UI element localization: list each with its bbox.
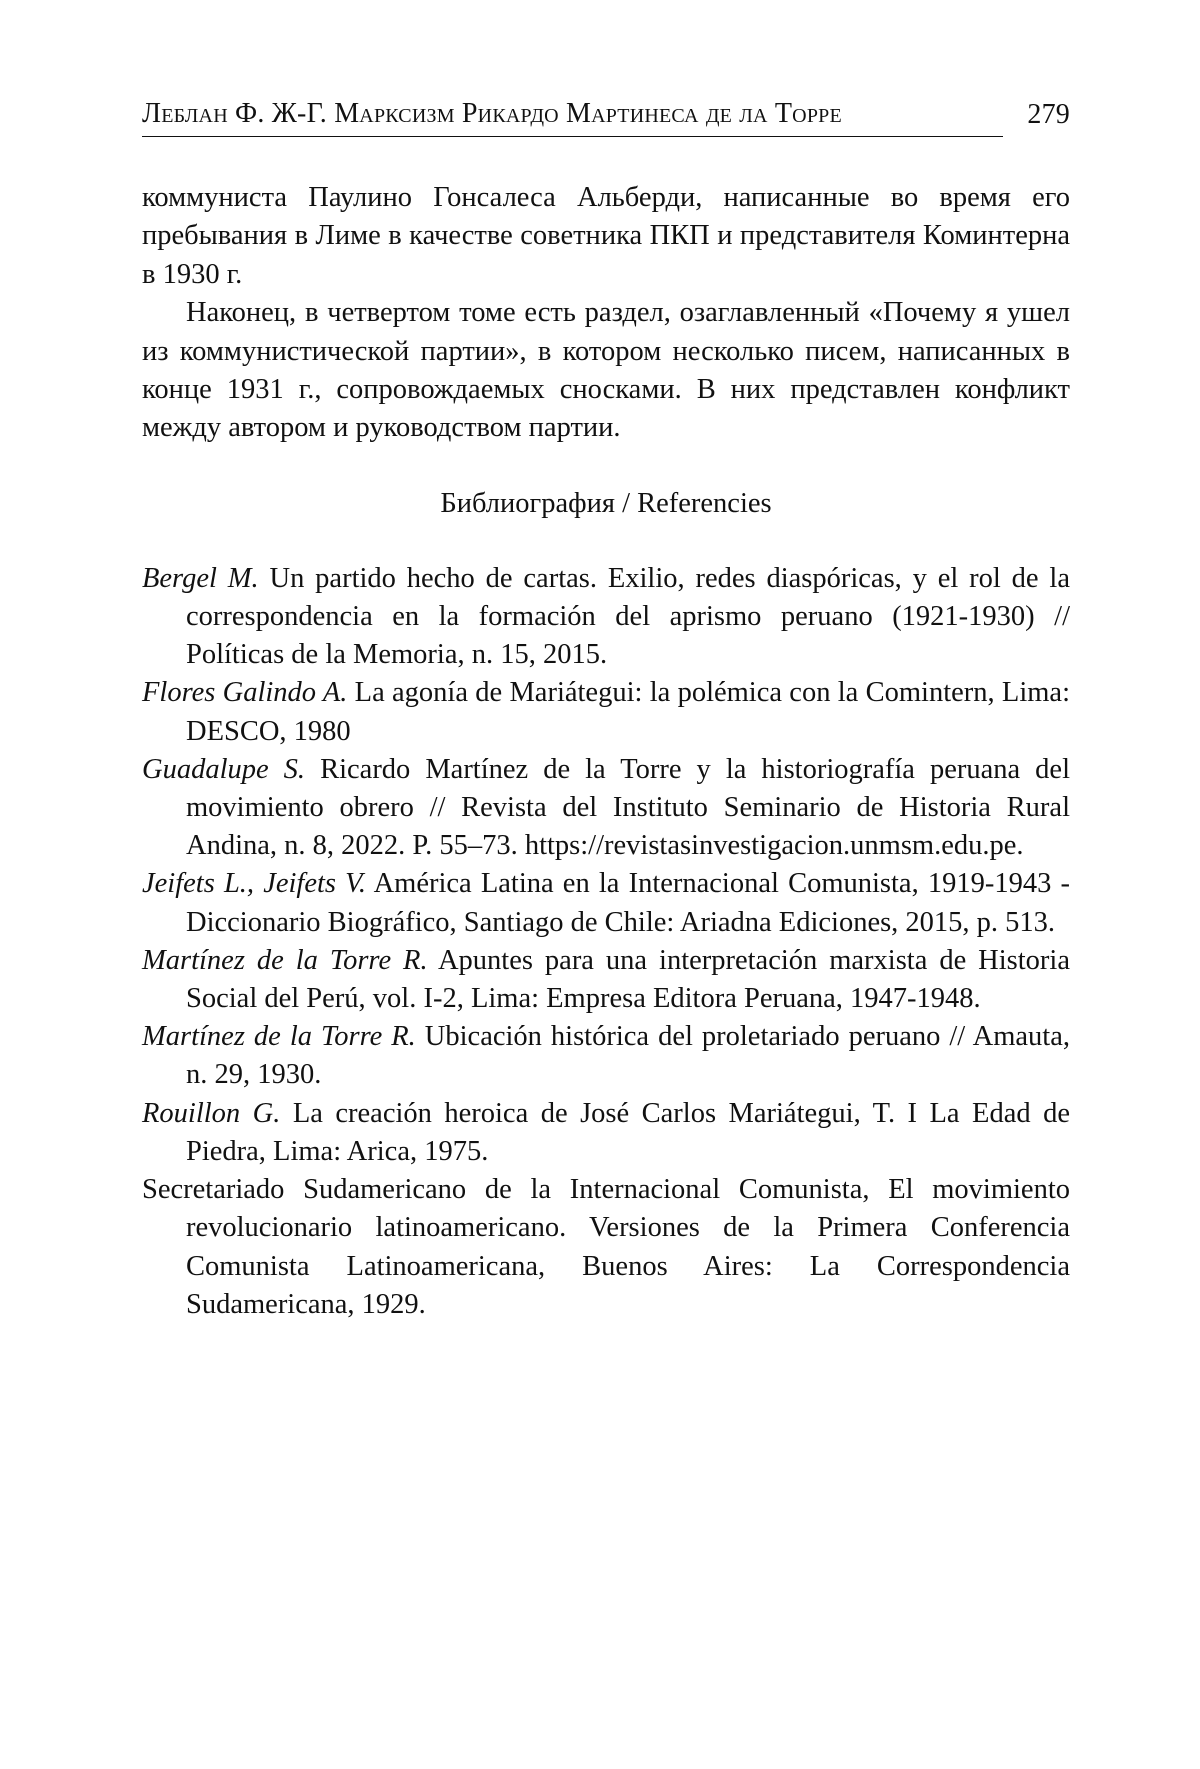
entry-author: Martínez de la Torre R.: [142, 1021, 416, 1053]
entry-text: Un partido hecho de cartas. Exilio, redes diaspóricas, y el rol de la correspondencia en la formación del aprismo peruano (1921-1930) // Políticas de la Memoria, n. 15, 2015.: [186, 562, 1071, 671]
bibliography-entry: [142, 560, 1070, 675]
entry-text: América Latina en la Internacional Comunista, 1919-1943 - Diccionario Biográfico, Santiago de Chile: Ariadna Ediciones, 2015, p. 513.: [186, 868, 1070, 938]
entry-text: La agonía de Mariátegui: la polémica con la Comintern, Lima: DESCO, 1980: [186, 677, 1070, 747]
page-number: 279: [1027, 99, 1070, 130]
entry-author: Bergel M.: [142, 562, 259, 594]
paragraph: коммуниста Паулино Гонсалеса Альберди, написанные во время его пребывания в Лиме в качестве советника ПКП и представителя Коминтерна в 1930 г.: [142, 182, 1070, 290]
entry-author: Martínez de la Torre R.: [142, 944, 428, 976]
running-head-title: Леблан Ф. Ж-Г. Марксизм Рикардо Мартинеса де ла Торре: [142, 96, 1003, 137]
entry-text: Ubicación histórica del proletariado peruano // Amauta, n. 29, 1930.: [186, 1021, 1070, 1091]
bibliography-entry: [142, 865, 1070, 941]
bibliography-entry: [142, 1018, 1070, 1094]
entry-text: Ricardo Martínez de la Torre y la historiografía peruana del movimiento obrero // Revista del Instituto Seminario de Historia Rural Andina, n. 8, 2022. P. 55–73. https://revistasinvestigacion.unmsm.edu.pe.: [186, 753, 1071, 862]
entry-text: Apuntes para una interpretación marxista de Historia Social del Perú, vol. I-2, Lima: Empresa Editora Peruana, 1947-1948.: [186, 944, 1070, 1015]
document-page: [142, 96, 1070, 1324]
entry-author: Jeifets L., Jeifets V.: [142, 868, 367, 900]
bibliography-entry: [142, 942, 1070, 1018]
entry-author: Flores Galindo A.: [142, 677, 348, 709]
bibliography-entry: [142, 751, 1070, 866]
bibliography-entry: [142, 1171, 1070, 1324]
entry-author: Rouillon G.: [142, 1097, 281, 1129]
paragraph: Наконец, в четвертом томе есть раздел, озаглавленный «Почему я ушел из коммунистической партии», в котором несколько писем, написанных в конце 1931 г., сопровождаемых сносками. В них представлен конфликт между автором и руководством партии.: [142, 297, 1070, 444]
bibliography-entry: [142, 674, 1070, 750]
bibliography-heading: Библиография / Referencies: [440, 487, 772, 519]
entry-text: Secretariado Sudamericano de la Internacional Comunista, El movimiento revolucionario latinoamericano. Versiones de la Primera Conferencia Comunista Latinoamericana, Buenos Aires: La Correspondencia Sudamericana, 1929.: [142, 1174, 1070, 1320]
running-head: [142, 96, 1070, 137]
bibliography-entry: [142, 1095, 1070, 1171]
entry-author: Guadalupe S.: [142, 753, 306, 785]
body-text: [142, 179, 1070, 448]
entry-text: La creación heroica de José Carlos Mariátegui, T. I La Edad de Piedra, Lima: Arica, 1975.: [186, 1097, 1071, 1167]
bibliography-list: [142, 560, 1070, 1324]
